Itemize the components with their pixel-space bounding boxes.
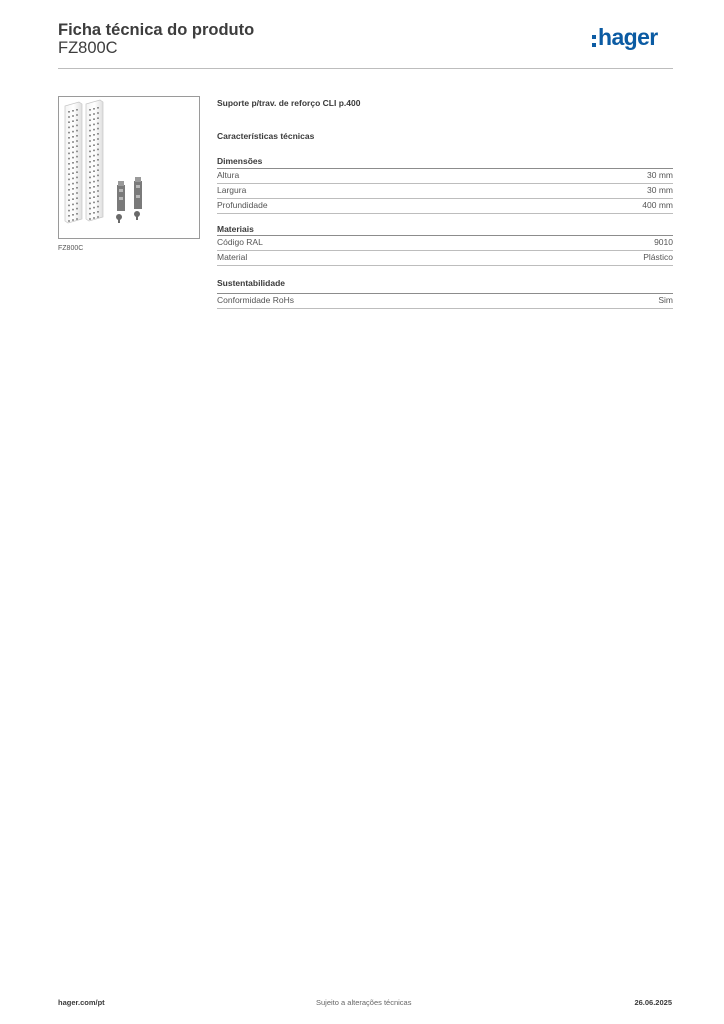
footer-note: Sujeito a alterações técnicas xyxy=(316,998,412,1007)
section-title-sustainability: Sustentabilidade xyxy=(217,278,286,288)
spec-row-material xyxy=(217,251,673,266)
product-code: FZ800C xyxy=(58,39,118,57)
spec-row-width xyxy=(217,184,673,199)
specs-title: Características técnicas xyxy=(217,131,315,141)
spec-label: Conformidade RoHs xyxy=(217,295,295,305)
header-divider xyxy=(58,68,673,69)
row-divider xyxy=(217,213,673,214)
spec-value: Sim xyxy=(658,295,673,305)
hager-logo[interactable] xyxy=(592,24,676,55)
footer-website-link[interactable]: hager.com/pt xyxy=(58,998,105,1007)
logo-dots-icon xyxy=(592,35,596,48)
spec-label: Profundidade xyxy=(217,200,268,210)
product-name: Suporte p/trav. de reforço CLI p.400 xyxy=(217,98,361,108)
spec-label: Largura xyxy=(217,185,247,195)
product-image xyxy=(58,96,200,239)
spec-label: Material xyxy=(217,252,248,262)
spec-row-depth xyxy=(217,199,673,214)
product-image-caption: FZ800C xyxy=(58,245,84,252)
spec-value: 9010 xyxy=(654,237,673,247)
spec-label: Código RAL xyxy=(217,237,263,247)
section-title-dimensions: Dimensões xyxy=(217,156,263,166)
page-title: Ficha técnica do produto xyxy=(58,21,255,39)
footer-date: 26.06.2025 xyxy=(634,998,672,1007)
spec-row-height xyxy=(217,169,673,184)
product-illustration xyxy=(59,97,199,238)
spec-label: Altura xyxy=(217,170,240,180)
spec-row-ral xyxy=(217,236,673,251)
spec-value: 30 mm xyxy=(647,185,673,195)
row-divider xyxy=(217,265,673,266)
spec-value: 400 mm xyxy=(642,200,673,210)
spec-row-rohs xyxy=(217,294,673,309)
row-divider xyxy=(217,308,673,309)
logo-text: hager xyxy=(598,24,658,50)
section-title-materials: Materiais xyxy=(217,224,254,234)
spec-value: 30 mm xyxy=(647,170,673,180)
spec-value: Plástico xyxy=(643,252,673,262)
